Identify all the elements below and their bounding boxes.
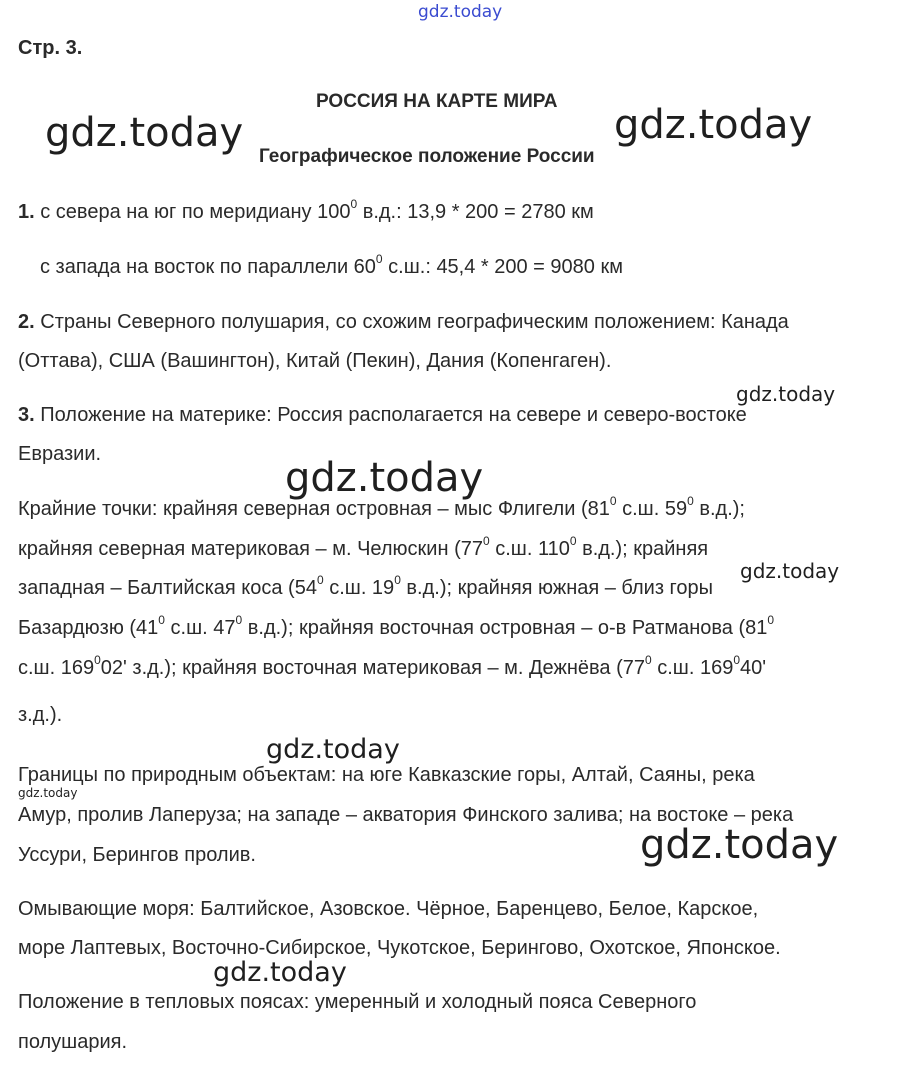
watermark-2: gdz.today xyxy=(614,102,813,148)
watermark-top: gdz.today xyxy=(418,2,503,22)
seas-line1: Омывающие моря: Балтийское, Азовское. Чёрное, Баренцево, Белое, Карское, xyxy=(18,898,759,920)
belts-line2: полушария. xyxy=(18,1031,128,1053)
q1-line1: 1. с севера на юг по меридиану $100^0$ в.д.: 13,9 * 200 = 2780 км xyxy=(18,197,594,223)
extreme-line2: крайняя северная материковая – м. Челюскин ($77^0$ с.ш. $110^0$ в.д.); крайняя xyxy=(18,534,709,560)
extreme-line6: з.д.). xyxy=(18,704,63,726)
q2-line1: 2. Страны Северного полушария, со схожим географическим положением: Канада xyxy=(18,311,789,333)
watermark-3: gdz.today xyxy=(736,382,836,406)
q1-line2: с запада на восток по параллели $60^0$ с.ш.: 45,4 * 200 = 9080 км xyxy=(40,252,623,278)
q3-number: 3. xyxy=(18,404,35,426)
watermark-6: gdz.today xyxy=(266,734,400,765)
borders-line2: Амур, пролив Лаперуза; на западе – акватория Финского залива; на востоке – река xyxy=(18,804,794,826)
watermark-4: gdz.today xyxy=(285,455,484,501)
watermark-1: gdz.today xyxy=(45,110,244,156)
borders-line3: Уссури, Берингов пролив. xyxy=(18,844,256,866)
page-label: Стр. 3. xyxy=(18,37,83,59)
extreme-line3: западная – Балтийская коса ($54^0$ с.ш. $19^0$ в.д.); крайняя южная – близ горы xyxy=(18,573,714,599)
main-title: РОССИЯ НА КАРТЕ МИРА xyxy=(316,91,558,112)
seas-line2: море Лаптевых, Восточно-Сибирское, Чукотское, Берингово, Охотское, Японское. xyxy=(18,937,781,959)
watermark-7: gdz.today xyxy=(18,786,78,800)
borders-line1: Границы по природным объектам: на юге Кавказские горы, Алтай, Саяны, река xyxy=(18,764,755,786)
q3-line2: Евразии. xyxy=(18,443,102,465)
watermark-9: gdz.today xyxy=(213,957,347,988)
q1-number: 1. xyxy=(18,201,35,223)
extreme-line5: с.ш. $169^002'$ з.д.); крайняя восточная материковая – м. Дежнёва ($77^0$ с.ш. $169^040'$ xyxy=(18,653,767,679)
q3-line1: 3. Положение на материке: Россия располагается на севере и северо-востоке xyxy=(18,404,747,426)
extreme-line1: Крайние точки: крайняя северная островная – мыс Флигели ($81^0$ с.ш. $59^0$ в.д.); xyxy=(18,494,745,520)
watermark-8: gdz.today xyxy=(640,822,839,868)
watermark-5: gdz.today xyxy=(740,559,840,583)
q2-number: 2. xyxy=(18,311,35,333)
belts-line1: Положение в тепловых поясах: умеренный и холодный пояса Северного xyxy=(18,991,697,1013)
extreme-line4: Базардюзю ($41^0$ с.ш. $47^0$ в.д.); крайняя восточная островная – о-в Ратманова ($81^0$ xyxy=(18,613,775,639)
subtitle: Географическое положение России xyxy=(259,146,595,167)
q2-line2: (Оттава), США (Вашингтон), Китай (Пекин), Дания (Копенгаген). xyxy=(18,350,612,372)
